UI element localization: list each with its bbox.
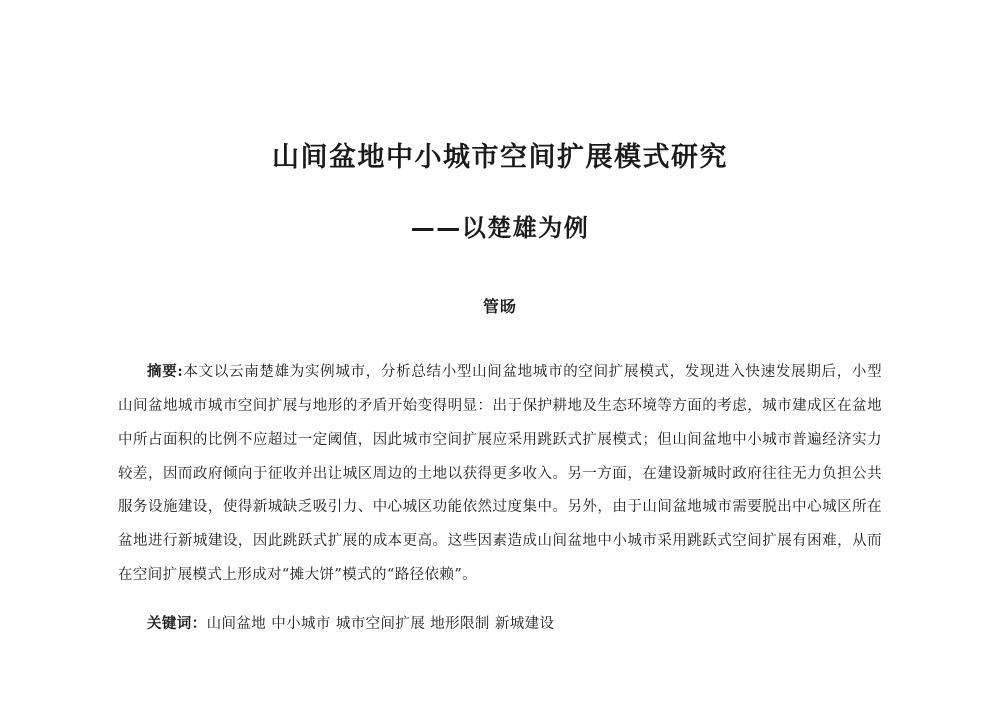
abstract-section [118,317,882,592]
author-name: 管旸 [482,297,517,317]
page-title: 山间盆地中小城市空间扩展模式研究 [272,142,728,173]
abstract-label: 摘要: [147,363,184,381]
keywords-label: 关键词： [147,614,207,632]
page-subtitle: ——以楚雄为例 [410,214,590,243]
abstract-text: 本文以云南楚雄为实例城市，分析总结小型山间盆地城市的空间扩展模式，发现进入快速发展期后，小型山间盆地城市城市空间扩展与地形的矛盾开始变得明显：出于保护耕地及生态环境等方面的考虑，城市建成区在盆地中所占面积的比例不应超过一定阈值，因此城市空间扩展应采用跳跃式扩展模式；但山间盆地中小城市普遍经济实力较差，因而政府倾向于征收并出让城区周边的土地以获得更多收入。另一方面，在建设新城时政府往往无力负担公共服务设施建设，使得新城缺乏吸引力、中心城区功能依然过度集中。另外，由于山间盆地城市需要脱出中心城区所在盆地进行新城建设，因此跳跃式扩展的成本更高。这些因素造成山间盆地中小城市采用跳跃式空间扩展有困难，从而在空间扩展模式上形成对“摊大饼”模式的“路径依赖”。 [118,364,882,583]
keywords-section [118,593,882,642]
keywords-text: 山间盆地 中小城市 城市空间扩展 地形限制 新城建设 [206,615,555,632]
keywords-paragraph [118,593,882,642]
abstract-paragraph [118,355,882,592]
